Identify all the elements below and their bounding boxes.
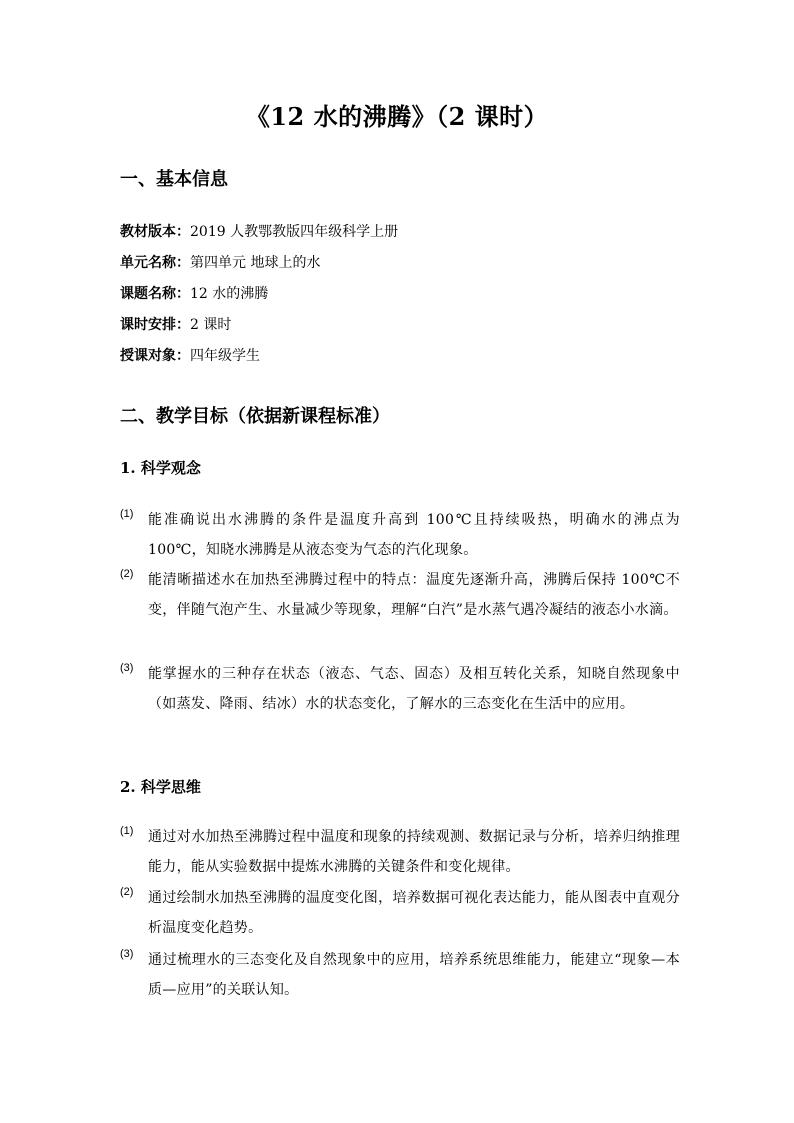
info-value: 2 课时 — [190, 317, 232, 333]
list-item — [120, 883, 680, 943]
info-row-audience — [120, 346, 260, 366]
info-key: 课题名称： — [120, 286, 190, 302]
document-title: 《12 水的沸腾》（2 课时） — [245, 102, 549, 131]
item-text: 通过绘制水加热至沸腾的温度变化图，培养数据可视化表达能力，能从图表中直观分析温度变化趋势。 — [148, 890, 680, 936]
subsection-heading-scientific-concepts: 1. 科学观念 — [120, 459, 201, 477]
list-item — [120, 565, 680, 625]
item-number: (3) — [120, 948, 134, 960]
info-value: 12 水的沸腾 — [190, 286, 269, 302]
info-key: 单元名称： — [120, 255, 190, 271]
list-item — [120, 505, 680, 565]
list-item — [120, 659, 680, 719]
subsection-heading-scientific-thinking: 2. 科学思维 — [120, 778, 201, 796]
item-number: (2) — [120, 568, 134, 580]
section-heading-objectives: 二、教学目标（依据新课程标准） — [120, 406, 390, 427]
section-heading-basic-info: 一、基本信息 — [120, 169, 228, 190]
item-text: 能清晰描述水在加热至沸腾过程中的特点：温度先逐渐升高，沸腾后保持 100℃不变，伴随气泡产生、水量减少等现象，理解“白汽”是水蒸气遇冷凝结的液态小水滴。 — [148, 572, 680, 618]
list-item — [120, 945, 680, 1005]
info-row-unit — [120, 253, 320, 273]
item-text: 通过梳理水的三态变化及自然现象中的应用，培养系统思维能力，能建立“现象—本质—应用”的关联认知。 — [148, 952, 680, 998]
info-value: 2019 人教鄂教版四年级科学上册 — [190, 224, 399, 240]
item-number: (1) — [120, 825, 134, 837]
info-row-schedule — [120, 315, 231, 335]
info-key: 授课对象： — [120, 348, 190, 364]
item-text: 能准确说出水沸腾的条件是温度升高到 100℃且持续吸热，明确水的沸点为 100℃，知晓水沸腾是从液态变为气态的汽化现象。 — [148, 512, 680, 558]
item-number: (2) — [120, 886, 134, 898]
info-key: 教材版本： — [120, 224, 190, 240]
item-text: 能掌握水的三种存在状态（液态、气态、固态）及相互转化关系，知晓自然现象中（如蒸发、降雨、结冰）水的状态变化，了解水的三态变化在生活中的应用。 — [148, 666, 680, 712]
item-number: (3) — [120, 662, 134, 674]
info-value: 四年级学生 — [190, 348, 260, 364]
info-row-topic — [120, 284, 268, 304]
item-number: (1) — [120, 508, 134, 520]
info-value: 第四单元 地球上的水 — [190, 255, 321, 271]
info-row-textbook — [120, 222, 398, 242]
list-item — [120, 822, 680, 882]
item-text: 通过对水加热至沸腾过程中温度和现象的持续观测、数据记录与分析，培养归纳推理能力，能从实验数据中提炼水沸腾的关键条件和变化规律。 — [148, 829, 680, 875]
info-key: 课时安排： — [120, 317, 190, 333]
